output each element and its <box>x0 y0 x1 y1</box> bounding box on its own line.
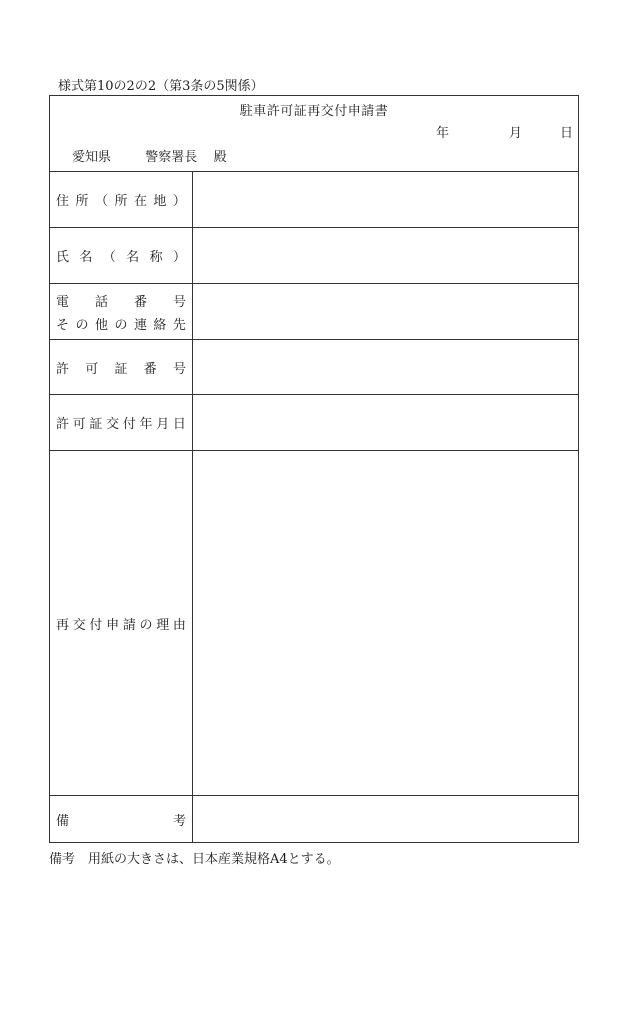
reason-label: 再 交 付 申 請 の 理 由 <box>56 617 186 633</box>
date-day-label: 日 <box>560 126 574 141</box>
address-field[interactable] <box>193 172 578 227</box>
address-label: 住 所 （ 所 在 地 ） <box>56 194 186 209</box>
permit-number-field[interactable] <box>193 340 578 394</box>
addressee-prefecture: 愛知県 <box>72 150 112 165</box>
row-phone <box>50 284 578 340</box>
row-remarks <box>50 796 578 842</box>
application-form-table <box>49 95 579 843</box>
date-month-label: 月 <box>509 126 523 141</box>
phone-field[interactable] <box>193 284 578 339</box>
reason-field[interactable] <box>193 451 578 795</box>
row-reason <box>50 451 578 796</box>
other-contact-label: そ の 他 の 連 絡 先 <box>56 317 186 333</box>
form-number-label: 様式第10の2の2（第3条の5関係） <box>58 79 264 94</box>
remarks-field[interactable] <box>193 796 578 842</box>
remarks-label: 備 考 <box>56 813 186 829</box>
permit-number-label: 許 可 証 番 号 <box>56 361 186 377</box>
paper-size-note: 備考 用紙の大きさは、日本産業規格A4とする。 <box>49 852 340 867</box>
addressee-honorific: 殿 <box>213 150 227 165</box>
phone-label: 電 話 番 号 <box>56 294 186 310</box>
row-permit-number <box>50 340 578 395</box>
date-year-label: 年 <box>436 126 450 141</box>
row-issue-date <box>50 395 578 451</box>
row-address <box>50 172 578 228</box>
addressee-station: 警察署長 <box>145 150 198 165</box>
addressee <box>72 146 227 165</box>
issue-date-label: 許 可 証 交 付 年 月 日 <box>56 417 186 432</box>
issue-date-field[interactable] <box>193 395 578 450</box>
name-label: 氏 名 （ 名 称 ） <box>56 250 186 265</box>
form-title: 駐車許可証再交付申請書 <box>239 104 389 119</box>
name-field[interactable] <box>193 228 578 283</box>
form-header <box>50 96 578 172</box>
row-name <box>50 228 578 284</box>
